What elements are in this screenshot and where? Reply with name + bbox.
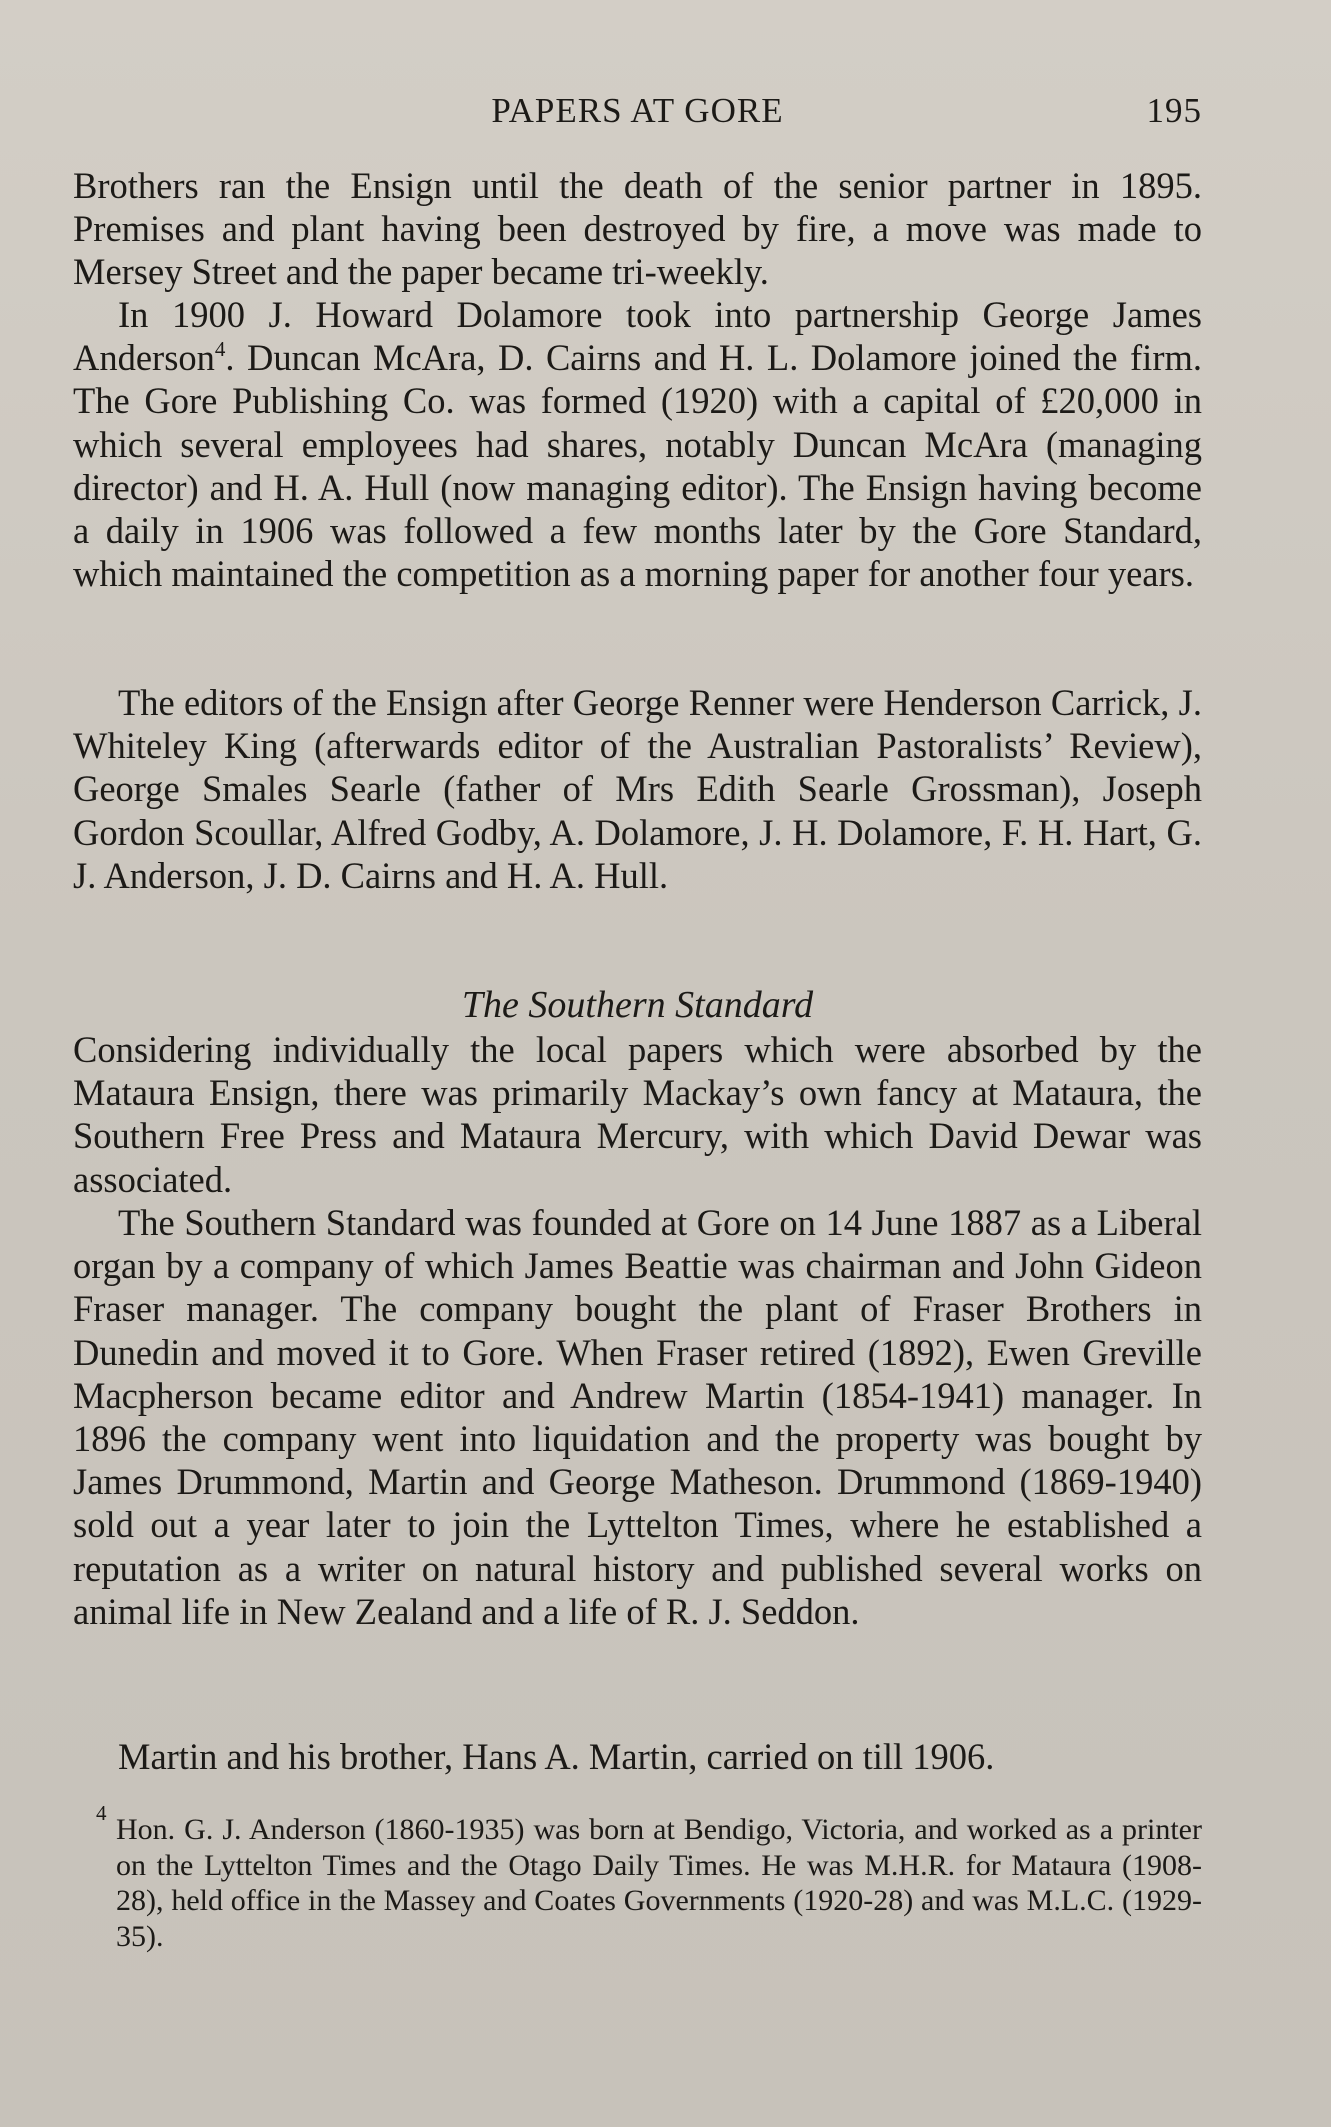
running-head-title: PAPERS AT GORE: [491, 91, 784, 130]
footnote-marker: 4: [96, 1801, 107, 1825]
page-number: 195: [1146, 91, 1202, 130]
paragraph-4: Considering individually the local papers which were absorbed by the Mataura Ensign, there was primarily Mackay’s own fancy at Mataura, the Southern Free Press and Mataura Mercury, with which David Dewar was associated.: [73, 1029, 1202, 1200]
running-head: [73, 86, 1202, 136]
footnote-text: Hon. G. J. Anderson (1860-1935) was born at Bendigo, Victoria, and worked as a printer on the Lyttelton Times and the Otago Daily Times. He was M.H.R. for Mataura (1908-28), held office in the Massey and Coates Governments (1920-28) and was M.L.C. (1929-35).: [116, 1813, 1202, 1953]
paragraph-2: [73, 293, 1202, 595]
paragraph-2-text-start: In 1900 J. Howard Dolamore took into partnership George James Anderson: [73, 294, 1202, 379]
section-heading: The Southern Standard: [461, 984, 814, 1026]
paragraph-1: Brothers ran the Ensign until the death of the senior partner in 1895. Premises and plant having been destroyed by fire, a move was made to Mersey Street and the paper became tri-weekly.: [73, 165, 1202, 293]
paragraph-3: The editors of the Ensign after George Renner were Henderson Carrick, J. Whiteley King (afterwards editor of the Australian Pastoralists’ Review), George Smales Searle (father of Mrs Edith Searle Grossman), Joseph Gordon Scoullar, Alfred Godby, A. Dolamore, J. H. Dolamore, F. H. Hart, G. J. Anderson, J. D. Cairns and H. A. Hull.: [73, 682, 1202, 896]
footnote: [96, 1801, 1202, 1954]
paragraph-6: Martin and his brother, Hans A. Martin, carried on till 1906.: [118, 1736, 995, 1777]
paragraph-2-text-end: . Duncan McAra, D. Cairns and H. L. Dolamore joined the firm. The Gore Publishing Co. was formed (1920) with a capital of £20,000 in which several employees had shares, notably Duncan McAra (managing director) and H. A. Hull (now managing editor). The Ensign having become a daily in 1906 was followed a few months later by the Gore Standard, which maintained the competition as a morning paper for another four years.: [73, 337, 1202, 595]
footnote-reference: 4: [214, 337, 226, 362]
paragraph-5: The Southern Standard was founded at Gore on 14 June 1887 as a Liberal organ by a company of which James Beattie was chairman and John Gideon Fraser manager. The company bought the plant of Fraser Brothers in Dunedin and moved it to Gore. When Fraser retired (1892), Ewen Greville Macpherson became editor and Andrew Martin (1854-1941) manager. In 1896 the company went into liquidation and the property was bought by James Drummond, Martin and George Matheson. Drummond (1869-1940) sold out a year later to join the Lyttelton Times, where he established a reputation as a writer on natural history and published several works on animal life in New Zealand and a life of R. J. Seddon.: [73, 1202, 1202, 1632]
